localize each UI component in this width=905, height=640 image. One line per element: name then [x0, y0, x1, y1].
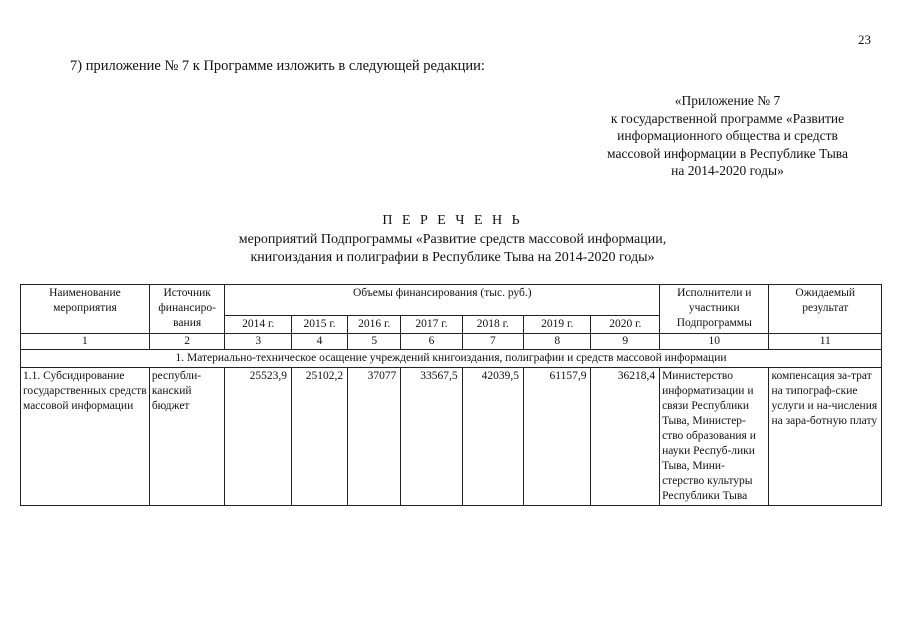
header-volumes: Объемы финансирования (тыс. руб.)	[225, 285, 660, 316]
document-title: П Е Р Е Ч Е Н Ь	[382, 213, 523, 228]
value-2020: 36218,4	[591, 368, 660, 506]
funding-source: республи-канский бюджет	[149, 368, 225, 506]
page-number: 23	[858, 32, 871, 47]
value-2014: 25523,9	[225, 368, 291, 506]
subtitle-line: мероприятий Подпрограммы «Развитие средств массовой информации,	[238, 232, 667, 247]
appendix-block	[575, 92, 880, 180]
header-year: 2016 г.	[348, 316, 401, 334]
header-executors: Исполнители и участники Подпрограммы	[660, 285, 769, 334]
appendix-line: на 2014-2020 годы»	[671, 163, 784, 178]
expected-result: компенсация за-трат на типограф-ские услуги и на-числения на зара-ботную плату	[769, 368, 882, 506]
column-number: 2	[149, 334, 225, 350]
column-number: 5	[348, 334, 401, 350]
section-row	[21, 350, 882, 368]
header-year: 2018 г.	[462, 316, 523, 334]
column-number: 9	[591, 334, 660, 350]
intro-text: 7) приложение № 7 к Программе изложить в следующей редакции:	[70, 58, 485, 74]
column-number: 7	[462, 334, 523, 350]
column-number: 8	[524, 334, 591, 350]
column-number: 6	[401, 334, 462, 350]
subtitle-line: книгоиздания и полиграфии в Республике Тыва на 2014-2020 годы»	[250, 250, 655, 265]
value-2016: 37077	[348, 368, 401, 506]
appendix-line: информационного общества и средств	[617, 128, 838, 143]
header-result: Ожидаемый результат	[769, 285, 882, 334]
activity-name: 1.1. Субсидирование государственных средств массовой информации	[21, 368, 150, 506]
activities-table	[20, 284, 882, 506]
value-2015: 25102,2	[291, 368, 347, 506]
header-year: 2020 г.	[591, 316, 660, 334]
column-number: 1	[21, 334, 150, 350]
header-source: Источник финансиро-вания	[149, 285, 225, 334]
section-title: 1. Материально-техническое осащение учреждений книгоиздания, полиграфии и средств массовой информации	[21, 350, 882, 368]
appendix-line: к государственной программе «Развитие	[610, 110, 845, 126]
header-name: Наименование мероприятия	[21, 285, 150, 334]
header-year: 2017 г.	[401, 316, 462, 334]
header-row	[21, 285, 882, 316]
value-2017: 33567,5	[401, 368, 462, 506]
header-year: 2014 г.	[225, 316, 291, 334]
document-subtitle	[180, 231, 725, 267]
value-2019: 61157,9	[524, 368, 591, 506]
column-number: 11	[769, 334, 882, 350]
column-numbers-row	[21, 334, 882, 350]
column-number: 3	[225, 334, 291, 350]
value-2018: 42039,5	[462, 368, 523, 506]
appendix-line: «Приложение № 7	[674, 93, 781, 108]
column-number: 10	[660, 334, 769, 350]
appendix-line: массовой информации в Республике Тыва	[607, 145, 848, 161]
header-year: 2019 г.	[524, 316, 591, 334]
column-number: 4	[291, 334, 347, 350]
executors: Министерство информатизации и связи Республики Тыва, Министер-ство образования и науки Респуб-лики Тыва, Мини-стерство культуры Республики Тыва	[660, 368, 769, 506]
header-year: 2015 г.	[291, 316, 347, 334]
table-row	[21, 368, 882, 506]
